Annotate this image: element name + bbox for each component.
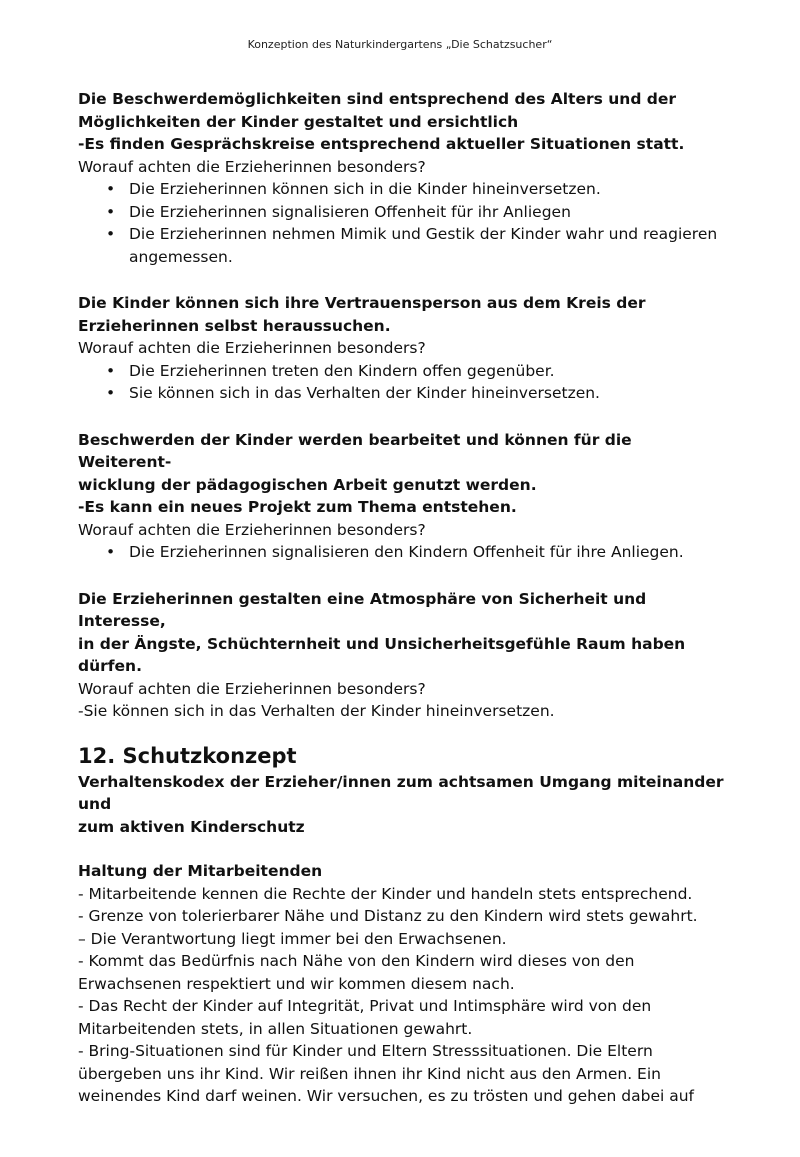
section-question: Worauf achten die Erzieherinnen besonders?	[78, 339, 426, 357]
bullet-list	[78, 541, 728, 564]
bullet-item: • Die Erzieherinnen treten den Kindern offen gegenüber.	[78, 360, 728, 383]
bullet-list	[78, 178, 728, 268]
list-item: - Bring-Situationen sind für Kinder und Eltern Stresssituationen. Die Eltern übergeben uns ihr Kind. Wir reißen ihnen ihr Kind nicht aus den Armen. Ein weinendes Kind darf weinen. Wir versuchen, es zu trösten und gehen dabei auf	[78, 1042, 695, 1105]
document-body	[78, 88, 728, 1108]
list-item: - Grenze von tolerierbarer Nähe und Distanz zu den Kindern wird stets gewahrt.	[78, 907, 698, 925]
section-vertrauensperson	[78, 292, 728, 405]
bullet-item: • Die Erzieherinnen können sich in die Kinder hineinversetzen.	[78, 178, 728, 201]
section-heading-line: Die Beschwerdemöglichkeiten sind entsprechend des Alters und der	[78, 90, 677, 108]
section-beschwerden-bearbeitung	[78, 429, 728, 564]
section-question: Worauf achten die Erzieherinnen besonders?	[78, 520, 426, 539]
page-header: Konzeption des Naturkindergartens „Die Schatzsucher“	[247, 38, 553, 51]
section-heading-line: in der Ängste, Schüchternheit und Unsicherheitsgefühle Raum haben dürfen.	[78, 634, 686, 675]
section-atmosphaere	[78, 588, 728, 723]
bullet-item: • Die Erzieherinnen signalisieren den Kindern Offenheit für ihre Anliegen.	[78, 541, 728, 564]
bullet-item: • Sie können sich in das Verhalten der Kinder hineinversetzen.	[78, 382, 728, 405]
chapter-schutzkonzept	[78, 741, 728, 1108]
list-item: - Das Recht der Kinder auf Integrität, Privat und Intimsphäre wird von den Mitarbeitenden stets, in allen Situationen gewahrt.	[78, 997, 652, 1038]
section-heading-line: wicklung der pädagogischen Arbeit genutzt werden.	[78, 475, 537, 494]
subsection-title: Haltung der Mitarbeitenden	[78, 862, 323, 880]
section-heading-line: Möglichkeiten der Kinder gestaltet und ersichtlich	[78, 112, 519, 131]
section-question: Worauf achten die Erzieherinnen besonders?	[78, 157, 426, 176]
section-heading-line: Beschwerden der Kinder werden bearbeitet und können für die Weiterent-	[78, 430, 632, 471]
bullet-item: • Die Erzieherinnen nehmen Mimik und Gestik der Kinder wahr und reagieren angemessen.	[78, 223, 728, 268]
bullet-list	[78, 360, 728, 405]
section-heading-line: -Es kann ein neues Projekt zum Thema entstehen.	[78, 498, 517, 516]
list-item: – Die Verantwortung liegt immer bei den Erwachsenen.	[78, 929, 507, 948]
section-heading-line: Die Erzieherinnen gestalten eine Atmosphäre von Sicherheit und Interesse,	[78, 589, 647, 630]
list-item: - Mitarbeitende kennen die Rechte der Kinder und handeln stets entsprechend.	[78, 884, 693, 903]
chapter-title: 12. Schutzkonzept	[78, 743, 297, 768]
bullet-item: • Die Erzieherinnen signalisieren Offenheit für ihr Anliegen	[78, 201, 728, 224]
section-heading-line: Die Kinder können sich ihre Vertrauensperson aus dem Kreis der	[78, 294, 646, 312]
section-beschwerdemoeglichkeiten	[78, 88, 728, 268]
section-question: Worauf achten die Erzieherinnen besonders?	[78, 679, 426, 698]
section-heading-line: -Es finden Gesprächskreise entsprechend aktueller Situationen statt.	[78, 135, 685, 153]
section-heading-line: Erzieherinnen selbst heraussuchen.	[78, 316, 391, 335]
chapter-subtitle-line: zum aktiven Kinderschutz	[78, 817, 305, 836]
chapter-subtitle-line: Verhaltenskodex der Erzieher/innen zum achtsamen Umgang miteinander und	[78, 772, 724, 813]
section-text: -Sie können sich in das Verhalten der Kinder hineinversetzen.	[78, 702, 555, 720]
list-item: - Kommt das Bedürfnis nach Nähe von den Kindern wird dieses von den Erwachsenen respektiert und wir kommen diesem nach.	[78, 952, 635, 993]
